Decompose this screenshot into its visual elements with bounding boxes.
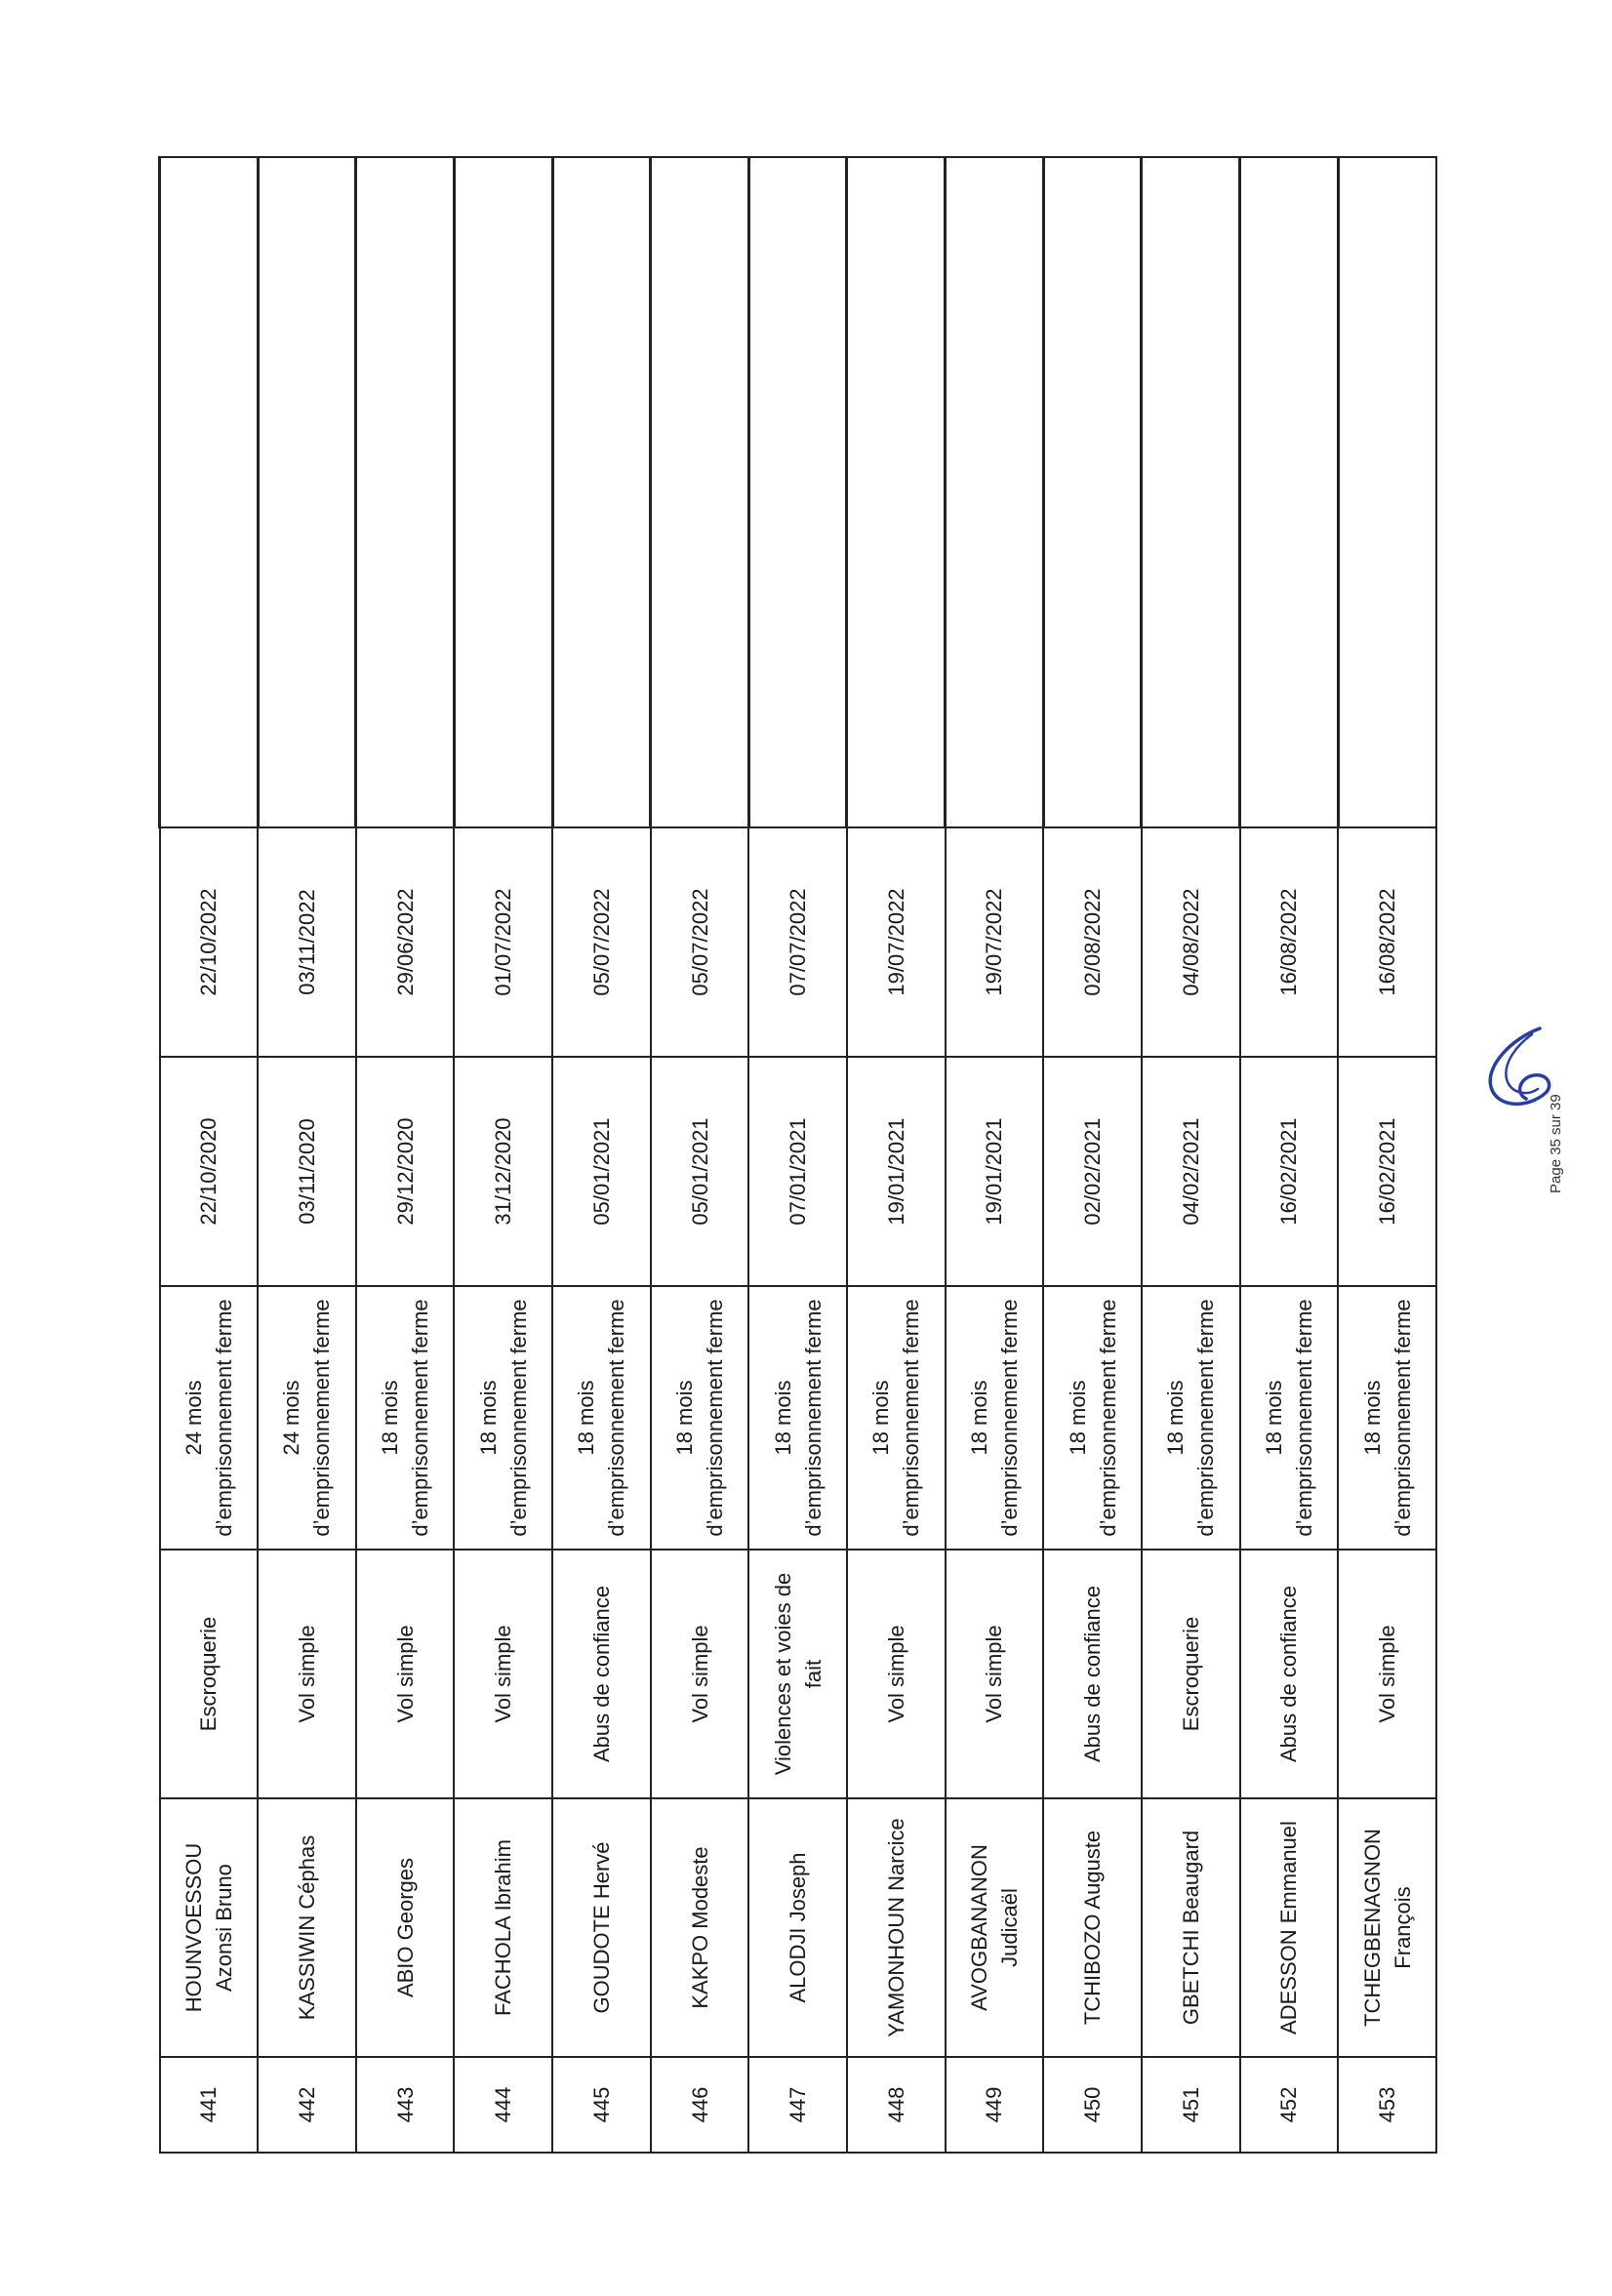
cell-remark	[1142, 157, 1240, 827]
cell-penalty: 18 mois d’emprisonnement ferme	[454, 1286, 552, 1550]
cell-remark	[356, 157, 455, 827]
records-table	[158, 156, 1437, 2154]
cell-number: 443	[356, 2057, 455, 2153]
cell-start-date: 19/01/2021	[847, 1057, 946, 1286]
cell-remark	[847, 157, 946, 827]
cell-name: GOUDOTE Hervé	[552, 1798, 651, 2057]
cell-number: 446	[651, 2057, 749, 2153]
cell-number: 453	[1338, 2057, 1436, 2153]
cell-offense: Violences et voies de fait	[748, 1550, 847, 1798]
cell-name: KAKPO Modeste	[651, 1798, 749, 2057]
cell-start-date: 19/01/2021	[946, 1057, 1044, 1286]
cell-start-date: 29/12/2020	[356, 1057, 455, 1286]
cell-penalty: 18 mois d’emprisonnement ferme	[552, 1286, 651, 1550]
cell-start-date: 02/02/2021	[1043, 1057, 1142, 1286]
cell-offense: Vol simple	[651, 1550, 749, 1798]
cell-end-date: 16/08/2022	[1338, 827, 1436, 1057]
table-row	[356, 157, 455, 2153]
cell-penalty: 18 mois d’emprisonnement ferme	[1240, 1286, 1339, 1550]
cell-remark	[552, 157, 651, 827]
cell-offense: Abus de confiance	[1240, 1550, 1339, 1798]
cell-remark	[1338, 157, 1436, 827]
cell-end-date: 01/07/2022	[454, 827, 552, 1057]
cell-number: 449	[946, 2057, 1044, 2153]
rotated-table-container	[158, 158, 1437, 2154]
cell-penalty: 18 mois d’emprisonnement ferme	[1043, 1286, 1142, 1550]
cell-penalty: 18 mois d’emprisonnement ferme	[946, 1286, 1044, 1550]
table-row	[258, 157, 356, 2153]
cell-end-date: 29/06/2022	[356, 827, 455, 1057]
cell-remark	[651, 157, 749, 827]
table-row	[946, 157, 1044, 2153]
cell-end-date: 02/08/2022	[1043, 827, 1142, 1057]
cell-offense: Vol simple	[946, 1550, 1044, 1798]
cell-start-date: 05/01/2021	[552, 1057, 651, 1286]
cell-number: 452	[1240, 2057, 1339, 2153]
table-row	[748, 157, 847, 2153]
cell-name: TCHEGBENAGNON François	[1338, 1798, 1436, 2057]
cell-name: AVOGBANANON Judicaël	[946, 1798, 1044, 2057]
cell-penalty: 24 mois d’emprisonnement ferme	[160, 1286, 259, 1550]
cell-name: ALODJI Joseph	[748, 1798, 847, 2057]
cell-remark	[1240, 157, 1339, 827]
cell-name: KASSIWIN Céphas	[258, 1798, 356, 2057]
cell-offense: Vol simple	[847, 1550, 946, 1798]
cell-start-date: 31/12/2020	[454, 1057, 552, 1286]
cell-number: 445	[552, 2057, 651, 2153]
cell-penalty: 18 mois d’emprisonnement ferme	[1142, 1286, 1240, 1550]
cell-number: 448	[847, 2057, 946, 2153]
cell-end-date: 22/10/2022	[160, 827, 259, 1057]
cell-penalty: 18 mois d’emprisonnement ferme	[847, 1286, 946, 1550]
cell-start-date: 05/01/2021	[651, 1057, 749, 1286]
table-row	[1043, 157, 1142, 2153]
table-row	[160, 157, 259, 2153]
cell-penalty: 18 mois d’emprisonnement ferme	[356, 1286, 455, 1550]
cell-start-date: 07/01/2021	[748, 1057, 847, 1286]
cell-offense: Vol simple	[258, 1550, 356, 1798]
cell-offense: Vol simple	[1338, 1550, 1436, 1798]
cell-name: ADESSON Emmanuel	[1240, 1798, 1339, 2057]
cell-number: 441	[160, 2057, 259, 2153]
cell-start-date: 03/11/2020	[258, 1057, 356, 1286]
table-body	[160, 157, 1437, 2153]
table-row	[454, 157, 552, 2153]
cell-start-date: 16/02/2021	[1240, 1057, 1339, 1286]
table-row	[847, 157, 946, 2153]
table-row	[1240, 157, 1339, 2153]
cell-offense: Abus de confiance	[1043, 1550, 1142, 1798]
table-row	[1142, 157, 1240, 2153]
cell-start-date: 04/02/2021	[1142, 1057, 1240, 1286]
cell-end-date: 16/08/2022	[1240, 827, 1339, 1057]
cell-remark	[748, 157, 847, 827]
table-row	[552, 157, 651, 2153]
cell-remark	[454, 157, 552, 827]
cell-offense: Vol simple	[356, 1550, 455, 1798]
cell-remark	[1043, 157, 1142, 827]
initials-signature-icon	[1464, 1015, 1571, 1122]
cell-name: TCHIBOZO Auguste	[1043, 1798, 1142, 2057]
page-number: Page 35 sur 39	[1548, 1094, 1564, 1193]
cell-name: YAMONHOUN Narcice	[847, 1798, 946, 2057]
cell-penalty: 18 mois d’emprisonnement ferme	[651, 1286, 749, 1550]
cell-number: 444	[454, 2057, 552, 2153]
cell-number: 451	[1142, 2057, 1240, 2153]
cell-name: ABIO Georges	[356, 1798, 455, 2057]
cell-start-date: 16/02/2021	[1338, 1057, 1436, 1286]
table-row	[1338, 157, 1436, 2153]
cell-offense: Escroquerie	[160, 1550, 259, 1798]
cell-offense: Vol simple	[454, 1550, 552, 1798]
cell-start-date: 22/10/2020	[160, 1057, 259, 1286]
cell-number: 447	[748, 2057, 847, 2153]
cell-offense: Escroquerie	[1142, 1550, 1240, 1798]
cell-penalty: 18 mois d’emprisonnement ferme	[1338, 1286, 1436, 1550]
cell-remark	[160, 157, 259, 827]
cell-remark	[946, 157, 1044, 827]
cell-name: GBETCHI Beaugard	[1142, 1798, 1240, 2057]
cell-number: 442	[258, 2057, 356, 2153]
cell-end-date: 05/07/2022	[651, 827, 749, 1057]
cell-number: 450	[1043, 2057, 1142, 2153]
cell-end-date: 05/07/2022	[552, 827, 651, 1057]
cell-offense: Abus de confiance	[552, 1550, 651, 1798]
cell-end-date: 19/07/2022	[946, 827, 1044, 1057]
cell-name: FACHOLA Ibrahim	[454, 1798, 552, 2057]
cell-end-date: 03/11/2022	[258, 827, 356, 1057]
cell-end-date: 19/07/2022	[847, 827, 946, 1057]
cell-end-date: 04/08/2022	[1142, 827, 1240, 1057]
cell-name: HOUNVOESSOU Azonsi Bruno	[160, 1798, 259, 2057]
cell-remark	[258, 157, 356, 827]
cell-penalty: 18 mois d’emprisonnement ferme	[748, 1286, 847, 1550]
cell-penalty: 24 mois d’emprisonnement ferme	[258, 1286, 356, 1550]
table-row	[651, 157, 749, 2153]
cell-end-date: 07/07/2022	[748, 827, 847, 1057]
